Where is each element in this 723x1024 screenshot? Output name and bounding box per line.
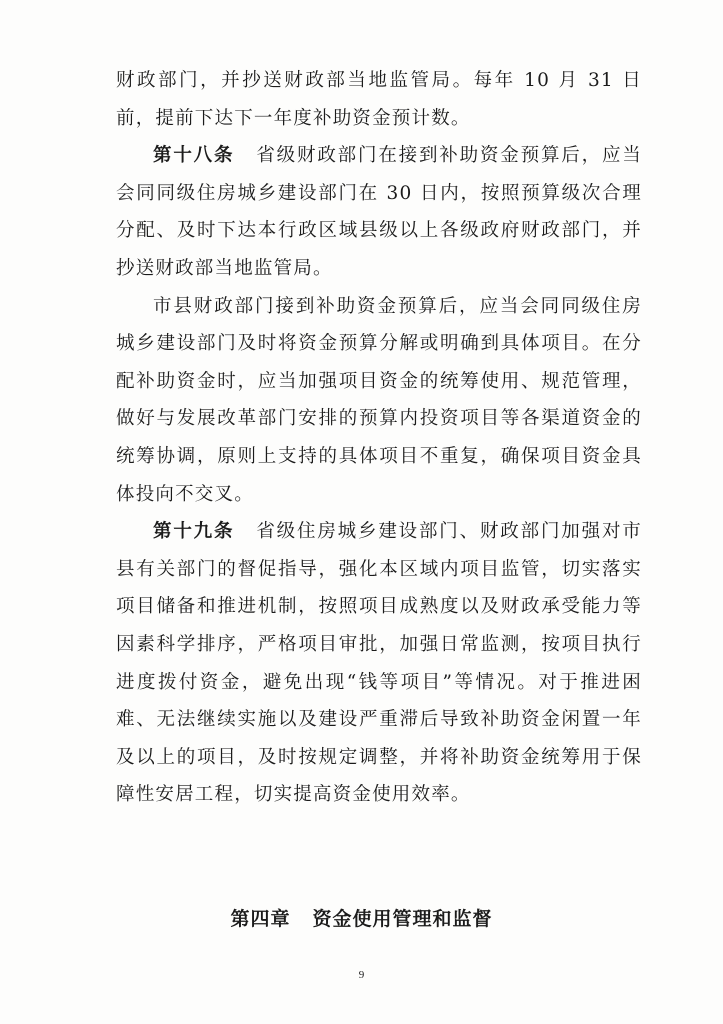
paragraph-text: 省级住房城乡建设部门、财政部门加强对市县有关部门的督促指导，强化本区域内项目监管，切实落实项目储备和推进机制，按照项目成熟度以及财政承受能力等因素科学排序，严格项目审批，加强日常监测，按项目执行进度拨付资金，避免出现“钱等项目”等情况。对于推进困难、无法继续实施以及建设严重滞后导致补助资金闲置一年及以上的项目，及时按规定调整，并将补助资金统筹用于保障性安居工程，切实提高资金使用效率。 [116,521,642,806]
chapter-title: 资金使用管理和监督 [312,908,493,930]
document-body [116,62,642,814]
page-number: 9 [358,969,365,981]
chapter-heading [0,904,723,931]
paragraph-text: 财政部门，并抄送财政部当地监管局。每年 10 月 31 日前，提前下达下一年度补助资金预计数。 [116,70,642,129]
paragraph-text: 市县财政部门接到补助资金预算后，应当会同同级住房城乡建设部门及时将资金预算分解或明确到具体项目。在分配补助资金时，应当加强项目资金的统筹使用、规范管理，做好与发展改革部门安排的预算内投资项目等各渠道资金的统筹协调，原则上支持的具体项目不重复，确保项目资金具体投向不交叉。 [116,295,642,505]
article-19-paragraph [116,513,642,814]
paragraph-continuation [116,62,642,137]
paragraph-text: 省级财政部门在接到补助资金预算后，应当会同同级住房城乡建设部门在 30 日内，按照预算级次合理分配、及时下达本行政区域县级以上各级政府财政部门，并抄送财政部当地监管局。 [116,145,642,279]
article-number: 第十八条 [153,145,235,167]
article-18-paragraph [116,137,642,287]
chapter-number: 第四章 [230,908,291,930]
article-number: 第十九条 [153,521,235,543]
article-18-paragraph-2 [116,288,642,514]
